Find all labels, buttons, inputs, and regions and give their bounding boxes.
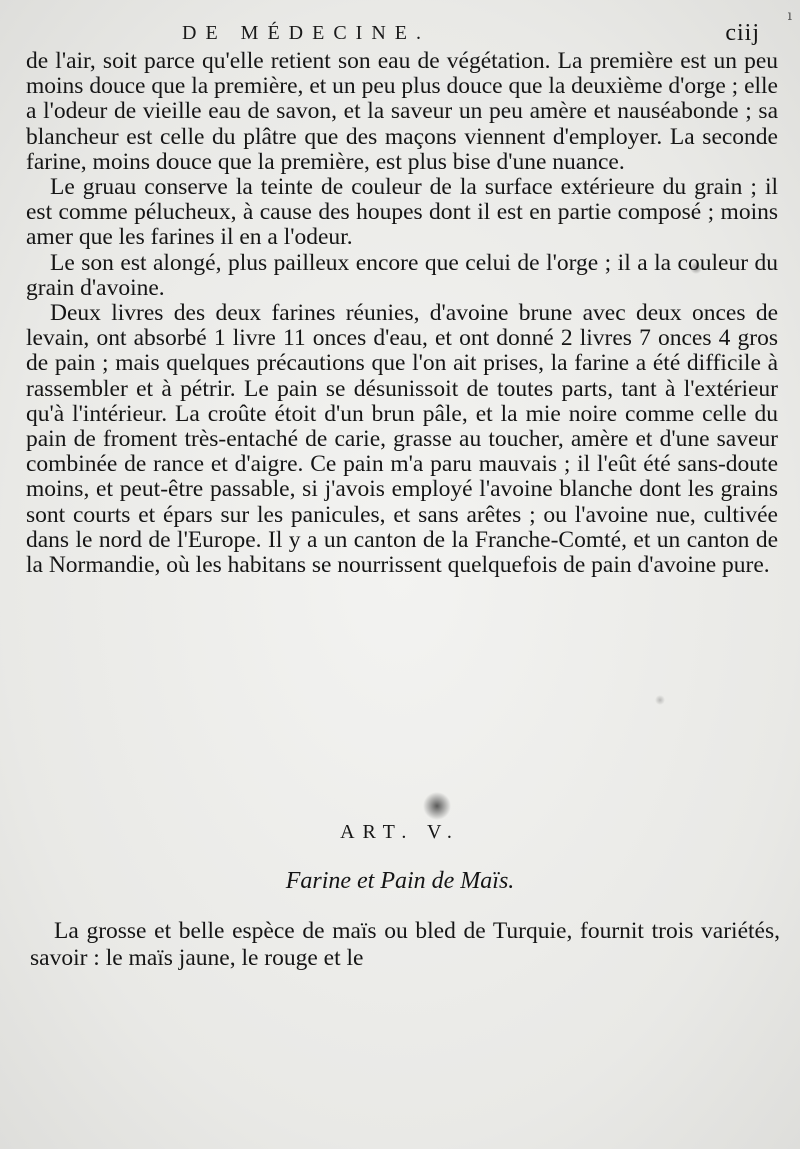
section-text-block xyxy=(30,918,780,972)
paragraph-mais: La grosse et belle espèce de maïs ou bled de Turquie, fournit trois variétés, savoir : le maïs jaune, le rouge et le xyxy=(30,918,780,971)
paragraph-continuation: de l'air, soit parce qu'elle retient son eau de végétation. La première est un peu moins douce que la première, et un peu plus douce que la deuxième d'orge ; elle a l'odeur de vieille eau de savon, et la saveur un peu amère et nauséabonde ; sa blancheur est celle du plâtre que des maçons viennent d'employer. La seconde farine, moins douce que la première, est plus bise d'une nuance. xyxy=(26,48,778,175)
page-number: ciij xyxy=(725,20,760,46)
paragraph-son: Le son est alongé, plus pailleux encore que celui de l'orge ; il a la couleur du grain d'avoine. xyxy=(26,249,778,301)
page-corner-mark: ı xyxy=(787,8,792,24)
running-title: DE MÉDECINE. xyxy=(182,22,430,44)
article-heading: ART. V. xyxy=(340,821,460,843)
paragraph-gruau: Le gruau conserve la teinte de couleur de la surface extérieure du grain ; il est comme pélucheux, à cause des houpes dont il est en partie composé ; moins amer que les farines il en a l'odeur. xyxy=(26,174,778,251)
paragraph-pain-avoine: Deux livres des deux farines réunies, d'avoine brune avec deux onces de levain, ont absorbé 1 livre 11 onces d'eau, et ont donné 2 livres 7 onces 4 gros de pain ; mais quelques précautions que l'on ait prises, la farine a été difficile à rassembler et à pétrir. Le pain se désunissoit de toutes parts, tant à l'extérieur qu'à l'intérieur. La croûte étoit d'un brun pâle, et la mie noire comme celle du pain de froment très-entaché de carie, grasse au toucher, amère et d'une saveur combinée de rance et d'aigre. Ce pain m'a paru mauvais ; il l'eût été sans-doute moins, et peut-être passable, si j'avois employé l'avoine blanche dont les grains sont courts et épars sur les panicules, et sans arêtes ; ou l'avoine nue, cultivée dans le nord de l'Europe. Il y a un canton de la Franche-Comté, et un canton de la Normandie, où les habitans se nourrissent quelquefois de pain d'avoine pure. xyxy=(26,300,778,579)
main-text-block xyxy=(26,49,778,578)
section-subtitle: Farine et Pain de Maïs. xyxy=(285,868,515,894)
